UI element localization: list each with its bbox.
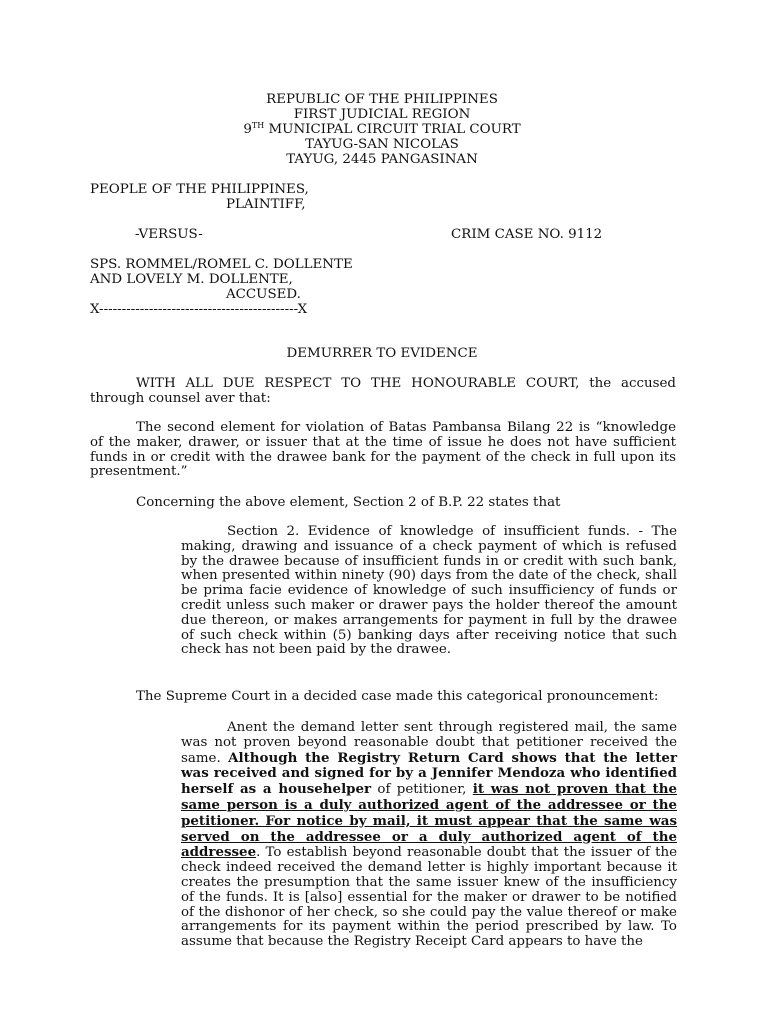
plaintiff-role: PLAINTIFF, [226, 197, 306, 212]
supreme-court-intro: The Supreme Court in a decided case made this categorical pronouncement: [136, 689, 659, 704]
header-region: FIRST JUDICIAL REGION [293, 107, 471, 122]
court-header [90, 93, 674, 168]
header-court-ordinal: TH [251, 121, 265, 130]
quote-text-1: Anent the demand letter sent through registered mail, the same was not proven beyond reasonable doubt that petitioner received the same. [181, 720, 677, 766]
document-title: DEMURRER TO EVIDENCE [286, 346, 478, 361]
case-number: CRIM CASE NO. 9112 [451, 227, 603, 242]
quote-bold-1: Although the Registry Return Card shows that the letter was received and signed for by a Jennifer Mendoza who identified herself as a househelper [181, 749, 677, 798]
header-province: TAYUG, 2445 PANGASINAN [286, 152, 478, 167]
section-intro: Concerning the above element, Section 2 of B.P. 22 states that [136, 495, 561, 510]
versus-label: -VERSUS- [135, 227, 203, 242]
intro-rest: the accused through counsel aver that: [90, 376, 676, 406]
intro-caps: WITH ALL DUE RESPECT TO THE HONOURABLE COURT, [136, 376, 580, 391]
statute-quote: Section 2. Evidence of knowledge of insufficient funds. - The making, drawing and issuance of a check payment of which is refused by the drawee because of insufficient funds in or credit with such bank, when presented within ninety (90) days from the date of the check, shall be prima facie evidence of knowledge of such insufficiency of funds or credit unless such maker or drawer pays the holder thereof the amount due thereon, or makes arrangements for payment in full by the drawee of such check within (5) banking days after receiving notice that such check has not been paid by the drawee. [181, 524, 677, 658]
quote-text-2: of petitioner, [371, 782, 473, 798]
jurisprudence-quote [181, 721, 677, 950]
caption-divider: X--------------------------------------------X [90, 302, 308, 317]
header-court-name: MUNICIPAL CIRCUIT TRIAL COURT [264, 122, 521, 137]
quote-bold-underlined: it was not proven that the same person is a duly authorized agent of the addressee or the petitioner. For notice by mail, it must appear that the same was served on the addressee or a duly authorized agent of the addressee [181, 781, 677, 861]
element-paragraph: The second element for violation of Batas Pambansa Bilang 22 is “knowledge of the maker, drawer, or issuer that at the time of issue he does not have sufficient funds in or credit with the drawee bank for the payment of the check in full upon its presentment.” [90, 420, 676, 480]
intro-paragraph [90, 377, 676, 407]
header-court-number: 9 [243, 122, 252, 137]
header-municipality: TAYUG-SAN NICOLAS [305, 137, 459, 152]
header-court [90, 123, 674, 138]
header-republic: REPUBLIC OF THE PHILIPPINES [266, 92, 498, 107]
accused-role: ACCUSED. [226, 287, 301, 302]
accused-name-line2: AND LOVELY M. DOLLENTE, [90, 272, 293, 287]
plaintiff-name: PEOPLE OF THE PHILIPPINES, [90, 182, 309, 197]
quote-text-3: . To establish beyond reasonable doubt that the issuer of the check indeed received the demand letter is highly important because it creates the presumption that the same issuer knew of the insufficiency of the funds. It is [also] essential for the maker or drawer to be notified of the dishonor of her check, so she could pay the value thereof or make arrangements for its payment within the period prescribed by law. To assume that because the Registry Receipt Card appears to have the [181, 845, 677, 950]
accused-name-line1: SPS. ROMMEL/ROMEL C. DOLLENTE [90, 257, 353, 272]
